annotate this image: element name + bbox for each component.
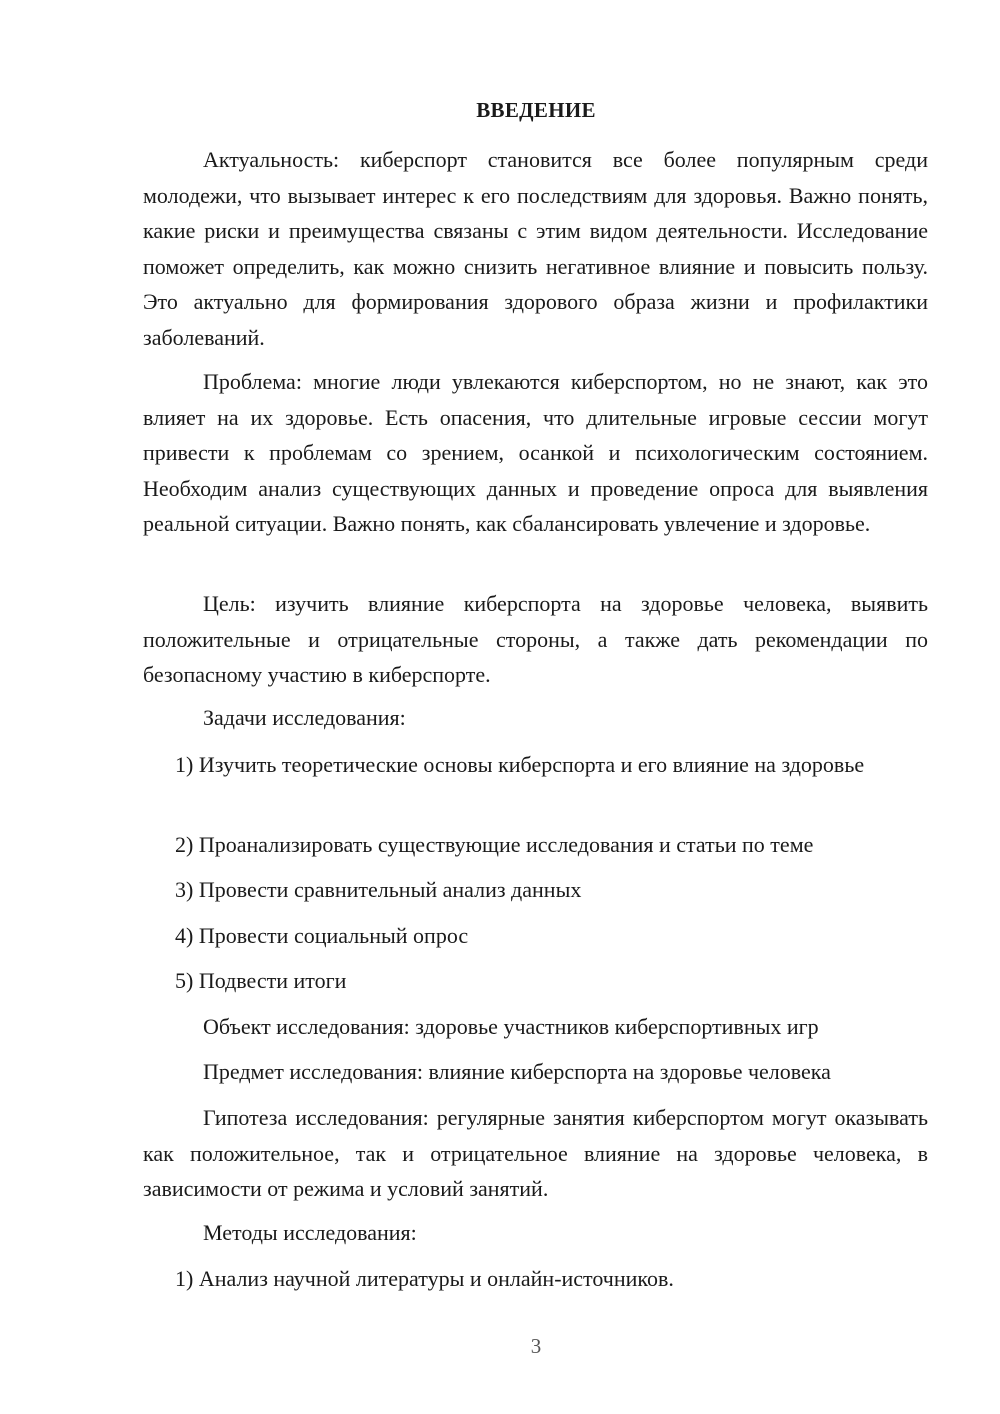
section-title: ВВЕДЕНИЕ <box>476 98 596 122</box>
tasks-heading: Задачи исследования: <box>203 705 406 730</box>
methods-heading: Методы исследования: <box>203 1220 417 1245</box>
subject-line: Предмет исследования: влияние киберспорта на здоровье человека <box>203 1059 831 1084</box>
hypothesis-paragraph: Гипотеза исследования: регулярные занятия киберспортом могут оказывать как положительное, так и отрицательное влияние на здоровье человека, в зависимости от режима и условий занятий. <box>143 1105 928 1201</box>
task-item-2: 2) Проанализировать существующие исследования и статьи по теме <box>175 832 814 857</box>
problem-paragraph: Проблема: многие люди увлекаются киберспортом, но не знают, как это влияет на их здоровье. Есть опасения, что длительные игровые сессии могут привести к проблемам со зрением, осанкой и психологическим состоянием. Необходим анализ существующих данных и проведение опроса для выявления реальной ситуации. Важно понять, как сбалансировать увлечение и здоровье. <box>143 369 928 536</box>
object-line: Объект исследования: здоровье участников киберспортивных игр <box>203 1014 819 1039</box>
goal-paragraph: Цель: изучить влияние киберспорта на здоровье человека, выявить положительные и отрицательные стороны, а также дать рекомендации по безопасному участию в киберспорте. <box>143 591 928 687</box>
task-item-1: 1) Изучить теоретические основы киберспорта и его влияние на здоровье <box>175 752 865 777</box>
task-item-3: 3) Провести сравнительный анализ данных <box>175 877 582 902</box>
page-number: 3 <box>530 1334 542 1358</box>
relevance-paragraph: Актуальность: киберспорт становится все более популярным среди молодежи, что вызывает интерес к его последствиям для здоровья. Важно понять, какие риски и преимущества связаны с этим видом деятельности. Исследование поможет определить, как можно снизить негативное влияние и повысить пользу. Это актуально для формирования здорового образа жизни и профилактики заболеваний. <box>143 147 928 350</box>
task-item-5: 5) Подвести итоги <box>175 968 347 993</box>
task-item-4: 4) Провести социальный опрос <box>175 923 469 948</box>
method-item-1: 1) Анализ научной литературы и онлайн-источников. <box>175 1266 674 1291</box>
